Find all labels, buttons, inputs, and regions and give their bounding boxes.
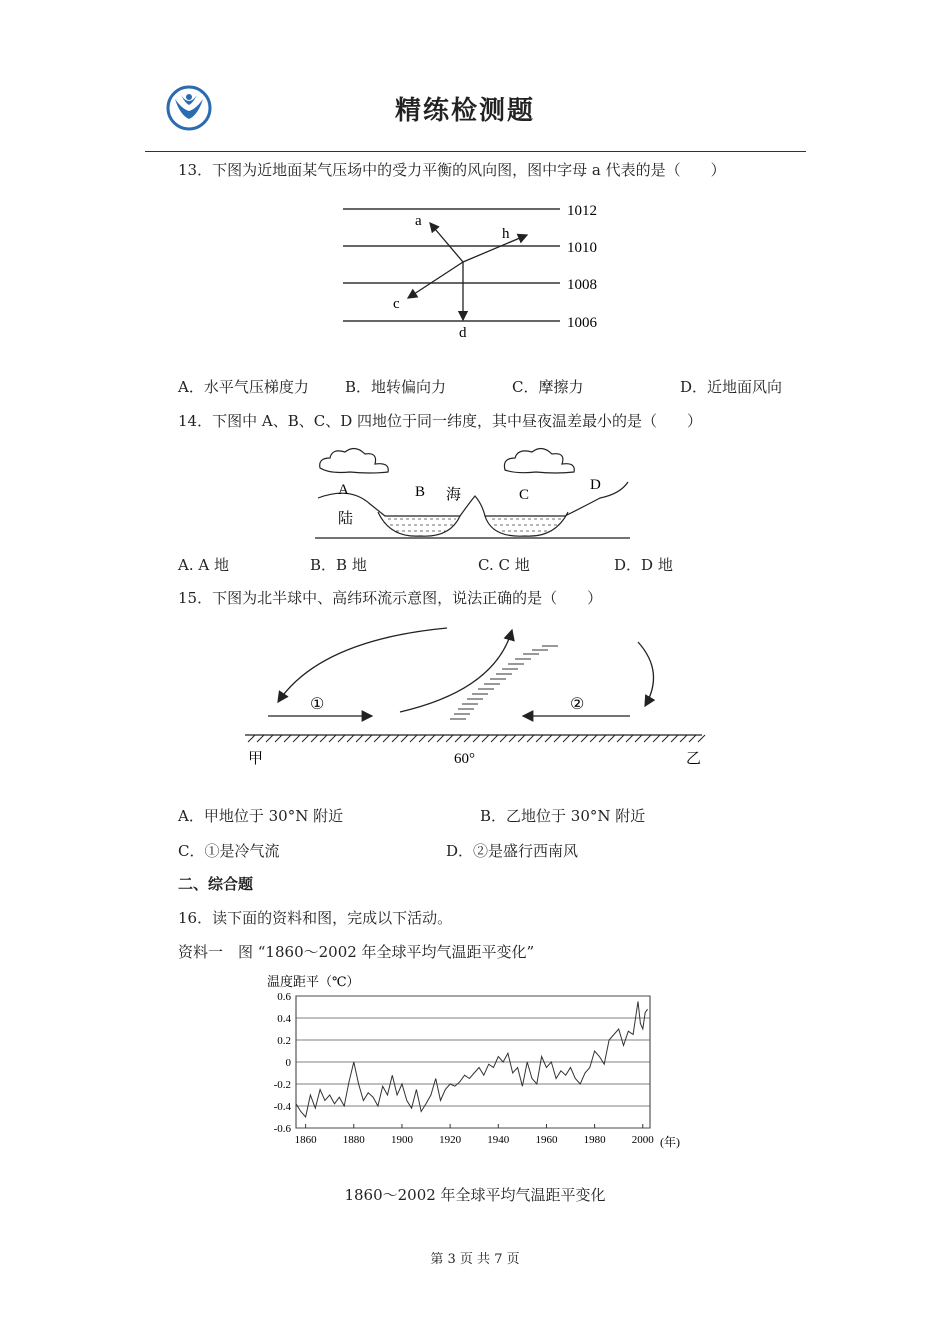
chart-y-tick-label: -0.4 bbox=[273, 1101, 291, 1113]
label-d: d bbox=[459, 325, 467, 341]
q13-option-c: C．摩擦力 bbox=[512, 378, 584, 396]
q16-stem: 16．读下面的资料和图，完成以下活动。 bbox=[178, 909, 453, 927]
chart-x-tick-label: 1880 bbox=[342, 1134, 365, 1146]
arrow-upper-left bbox=[278, 628, 447, 702]
school-logo bbox=[166, 85, 212, 131]
q14-stem: 14．下图中 A、B、C、D 四地位于同一纬度，其中昼夜温差最小的是（ ） bbox=[178, 412, 702, 430]
chart-y-tick-label: 0.4 bbox=[277, 1013, 291, 1025]
chart-ylabel: 温度距平（℃） bbox=[267, 974, 360, 989]
q13-option-b: B．地转偏向力 bbox=[345, 378, 447, 396]
q15-option-d: D．②是盛行西南风 bbox=[446, 842, 579, 860]
page-title: 精练检测题 bbox=[395, 96, 536, 126]
chart-x-tick-label: 1980 bbox=[583, 1134, 606, 1146]
cloud-right bbox=[504, 448, 574, 473]
label-circle-2: ② bbox=[570, 696, 585, 713]
chart-xlabel: (年) bbox=[660, 1135, 680, 1149]
cloud-left bbox=[320, 448, 389, 473]
chart-x-tick-label: 2000 bbox=[631, 1134, 654, 1146]
q14-figure bbox=[310, 446, 640, 546]
front-hatch bbox=[450, 646, 558, 719]
chart-grid bbox=[296, 996, 650, 1128]
q13-option-a: A．水平气压梯度力 bbox=[178, 378, 309, 396]
arrow-c bbox=[408, 262, 463, 298]
coastline bbox=[318, 482, 628, 516]
label-jia: 甲 bbox=[248, 751, 264, 767]
q15-option-a: A．甲地位于 30°N 附近 bbox=[178, 807, 344, 825]
chart-x-tick-label: 1900 bbox=[390, 1134, 413, 1146]
label-h: h bbox=[502, 226, 510, 242]
chart-x-tick-label: 1920 bbox=[439, 1134, 462, 1146]
section-heading: 二、综合题 bbox=[178, 875, 254, 893]
label-yi: 乙 bbox=[686, 751, 702, 767]
q15-figure bbox=[240, 620, 710, 775]
q15-option-b: B．乙地位于 30°N 附近 bbox=[480, 807, 646, 825]
page-number: 第 3 页 共 7 页 bbox=[430, 1252, 520, 1267]
label-circle-1: ① bbox=[310, 696, 325, 713]
label-a: a bbox=[415, 213, 422, 229]
arrow-h bbox=[463, 235, 527, 262]
label-C: C bbox=[519, 487, 530, 503]
q16-material1: 资料一 图 “1860～2002 年全球平均气温距平变化” bbox=[178, 943, 535, 961]
chart-x-tick-label: 1940 bbox=[487, 1134, 510, 1146]
logo-icon bbox=[166, 85, 212, 131]
chart-caption: 1860～2002 年全球平均气温距平变化 bbox=[344, 1186, 606, 1204]
label-c: c bbox=[393, 296, 400, 312]
arrow-right-descending bbox=[638, 642, 654, 706]
q14-option-c: C. C 地 bbox=[478, 556, 530, 574]
label-sea: 海 bbox=[446, 487, 462, 503]
isobar-label-1012: 1012 bbox=[567, 203, 597, 219]
label-A: A bbox=[338, 482, 349, 498]
isobar-label-1006: 1006 bbox=[567, 315, 597, 331]
chart-y-tick-label: 0.2 bbox=[277, 1035, 291, 1047]
label-60-degree: 60° bbox=[454, 751, 475, 767]
chart-x-tick-label: 1860 bbox=[294, 1134, 317, 1146]
chart-y-ticks bbox=[274, 991, 292, 1135]
q14-option-d: D．D 地 bbox=[614, 556, 673, 574]
q14-option-b: B．B 地 bbox=[310, 556, 367, 574]
anomaly-series-line bbox=[296, 1002, 648, 1118]
ground-hatch bbox=[248, 735, 705, 742]
arrow-rising bbox=[400, 630, 512, 712]
chart-y-tick-label: 0.6 bbox=[277, 991, 291, 1003]
label-land: 陆 bbox=[338, 511, 354, 527]
chart-x-ticks bbox=[295, 1124, 655, 1146]
chart-y-tick-label: -0.2 bbox=[273, 1079, 291, 1091]
water-lines bbox=[388, 519, 562, 531]
arrow-a bbox=[430, 223, 463, 262]
q15-stem: 15．下图为北半球中、高纬环流示意图，说法正确的是（ ） bbox=[178, 589, 603, 607]
label-D: D bbox=[590, 477, 601, 493]
isobar-label-1008: 1008 bbox=[567, 277, 597, 293]
chart-x-tick-label: 1960 bbox=[535, 1134, 558, 1146]
isobar-label-1010: 1010 bbox=[567, 240, 597, 256]
chart-y-tick-label: -0.6 bbox=[273, 1123, 291, 1135]
q15-option-c: C．①是冷气流 bbox=[178, 842, 280, 860]
label-B: B bbox=[415, 484, 426, 500]
temperature-anomaly-chart bbox=[262, 970, 692, 1152]
q13-option-d: D．近地面风向 bbox=[680, 378, 783, 396]
q14-option-a: A. A 地 bbox=[178, 556, 229, 574]
q13-stem: 13．下图为近地面某气压场中的受力平衡的风向图，图中字母 a 代表的是（ ） bbox=[178, 161, 726, 179]
header-divider bbox=[145, 151, 806, 152]
q13-figure bbox=[330, 195, 630, 345]
chart-y-tick-label: 0 bbox=[285, 1057, 291, 1069]
